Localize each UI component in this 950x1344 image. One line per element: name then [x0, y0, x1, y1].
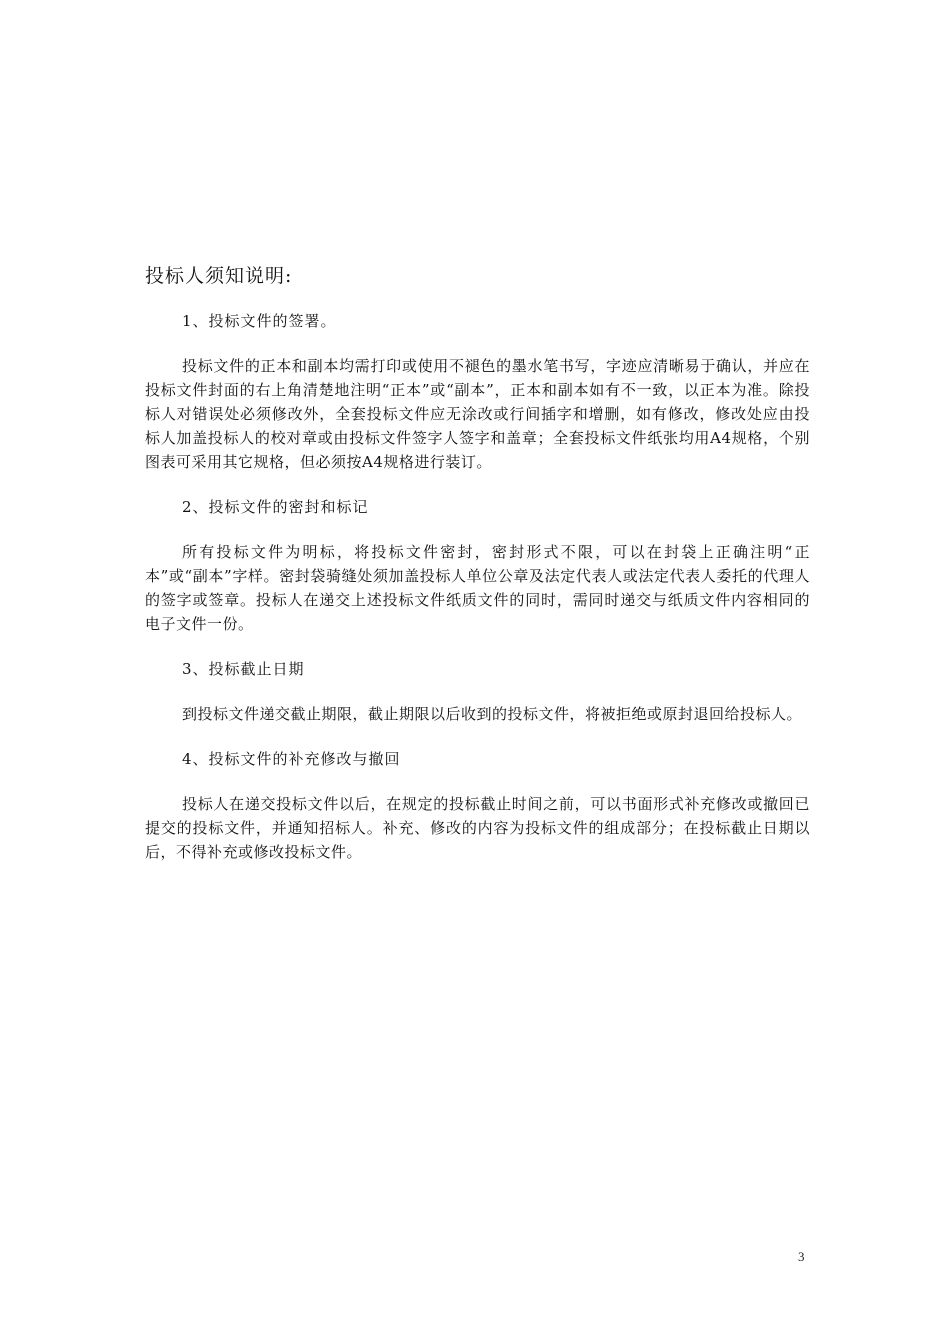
page-number: 3 — [798, 1249, 805, 1264]
section-heading: 2、投标文件的密封和标记 — [182, 498, 369, 516]
document-content — [145, 262, 810, 885]
section-amend-withdraw — [145, 747, 810, 864]
section-body: 投标文件的正本和副本均需打印或使用不褪色的墨水笔书写，字迹应清晰易于确认，并应在投标文件封面的右上角清楚地注明“正本”或“副本”，正本和副本如有不一致，以正本为准。除投标人对错误处必须修改外，全套投标文件应无涂改或行间插字和增删，如有修改，修改处应由投标人加盖投标人的校对章或由投标文件签字人签字和盖章；全套投标文件纸张均用A4规格，个别图表可采用其它规格，但必须按A4规格进行装订。 — [145, 357, 810, 471]
section-signing — [145, 309, 810, 474]
section-body: 所有投标文件为明标，将投标文件密封，密封形式不限，可以在封袋上正确注明“正本”或“副本”字样。密封袋骑缝处须加盖投标人单位公章及法定代表人或法定代表人委托的代理人的签字或签章。投标人在递交上述投标文件纸质文件的同时，需同时递交与纸质文件内容相同的电子文件一份。 — [145, 543, 810, 633]
section-heading: 1、投标文件的签署。 — [182, 312, 337, 330]
section-deadline — [145, 657, 810, 726]
document-title: 投标人须知说明: — [145, 265, 293, 287]
section-body: 到投标文件递交截止期限，截止期限以后收到的投标文件，将被拒绝或原封退回给投标人。 — [182, 705, 803, 723]
section-heading: 3、投标截止日期 — [182, 660, 305, 678]
section-body: 投标人在递交投标文件以后，在规定的投标截止时间之前，可以书面形式补充修改或撤回已提交的投标文件，并通知招标人。补充、修改的内容为投标文件的组成部分；在投标截止日期以后，不得补充或修改投标文件。 — [145, 795, 810, 861]
section-heading: 4、投标文件的补充修改与撤回 — [182, 750, 401, 768]
section-sealing — [145, 495, 810, 636]
